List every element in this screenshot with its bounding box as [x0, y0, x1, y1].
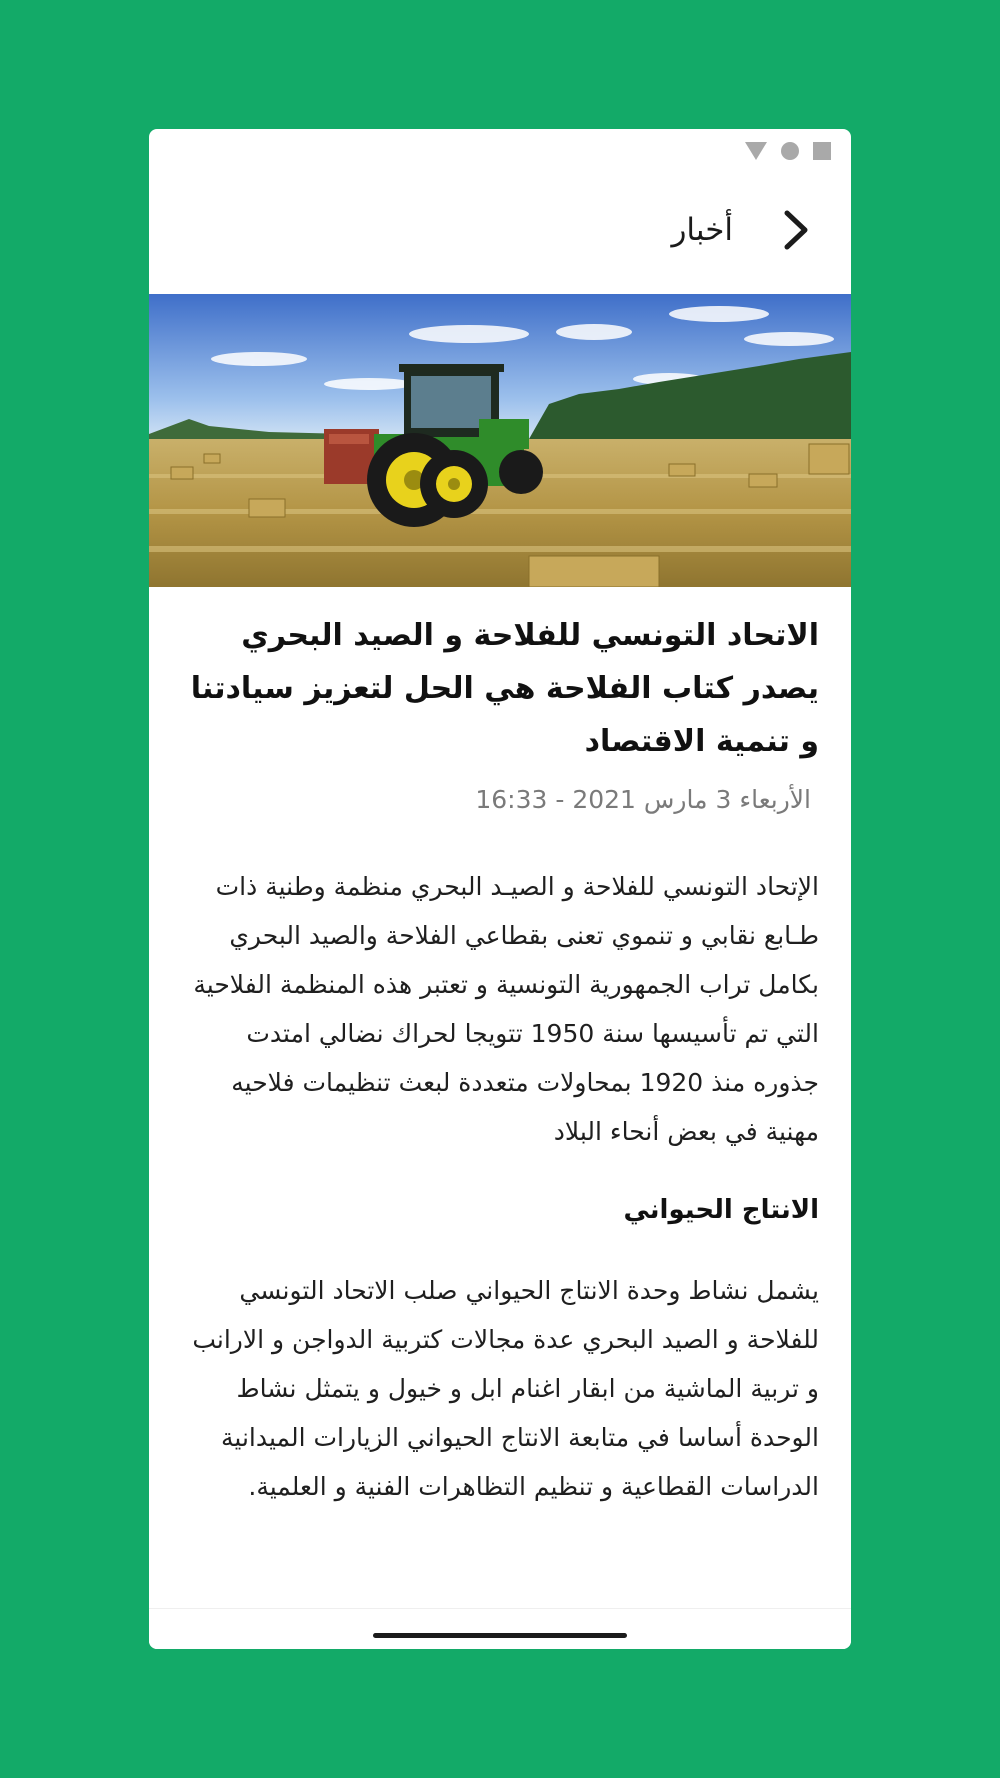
section-body: يشمل نشاط وحدة الانتاج الحيواني صلب الاتحاد التونسي للفلاحة و الصيد البحري عدة مجالات كتربية الدواجن و الارانب و تربية الماشية من ابقار اغنام ابل و خيول و يتمثل نشاط الوحدة أساسا في متابعة الانتاج الحيواني الزيارات الميدانية الدراسات القطاعية و تنظيم التظاهرات الفنية و العلمية.: [192, 1276, 819, 1501]
article-content: [149, 587, 851, 1609]
tractor-field-photo: [149, 294, 851, 587]
article-intro: الإتحاد التونسي للفلاحة و الصيـد البحري منظمة وطنية ذات طـابع نقابي و تنموي تعنى بقطاعي الفلاحة والصيد البحري بكامل تراب الجمهورية التونسية و تعتبر هذه المنظمة الفلاحية التي تم تأسيسها سنة 1950 تتويجا لحراك نضالي امتدت جذوره منذ 1920 بمحاولات متعددة لبعث تنظيمات فلاحيه مهنية في بعض أنحاء البلاد: [193, 872, 819, 1146]
navigation-bar: [149, 1608, 851, 1649]
triangle-icon: [745, 142, 767, 160]
article-date: الأربعاء 3 مارس 2021 - 16:33: [475, 785, 811, 814]
page-title: أخبار: [671, 212, 733, 248]
section-heading: الانتاج الحيواني: [623, 1195, 819, 1225]
status-bar: [149, 129, 851, 173]
status-icons: [745, 142, 831, 160]
phone-screen: [149, 129, 851, 1649]
circle-icon: [781, 142, 799, 160]
app-bar: [149, 173, 851, 293]
article-title: الاتحاد التونسي للفلاحة و الصيد البحري يصدر كتاب الفلاحة هي الحل لتعزيز سيادتنا و تنمية الاقتصاد: [190, 618, 819, 759]
square-icon: [813, 142, 831, 160]
chevron-icon: [775, 207, 815, 253]
home-indicator[interactable]: [373, 1633, 627, 1638]
back-button[interactable]: [775, 207, 815, 253]
